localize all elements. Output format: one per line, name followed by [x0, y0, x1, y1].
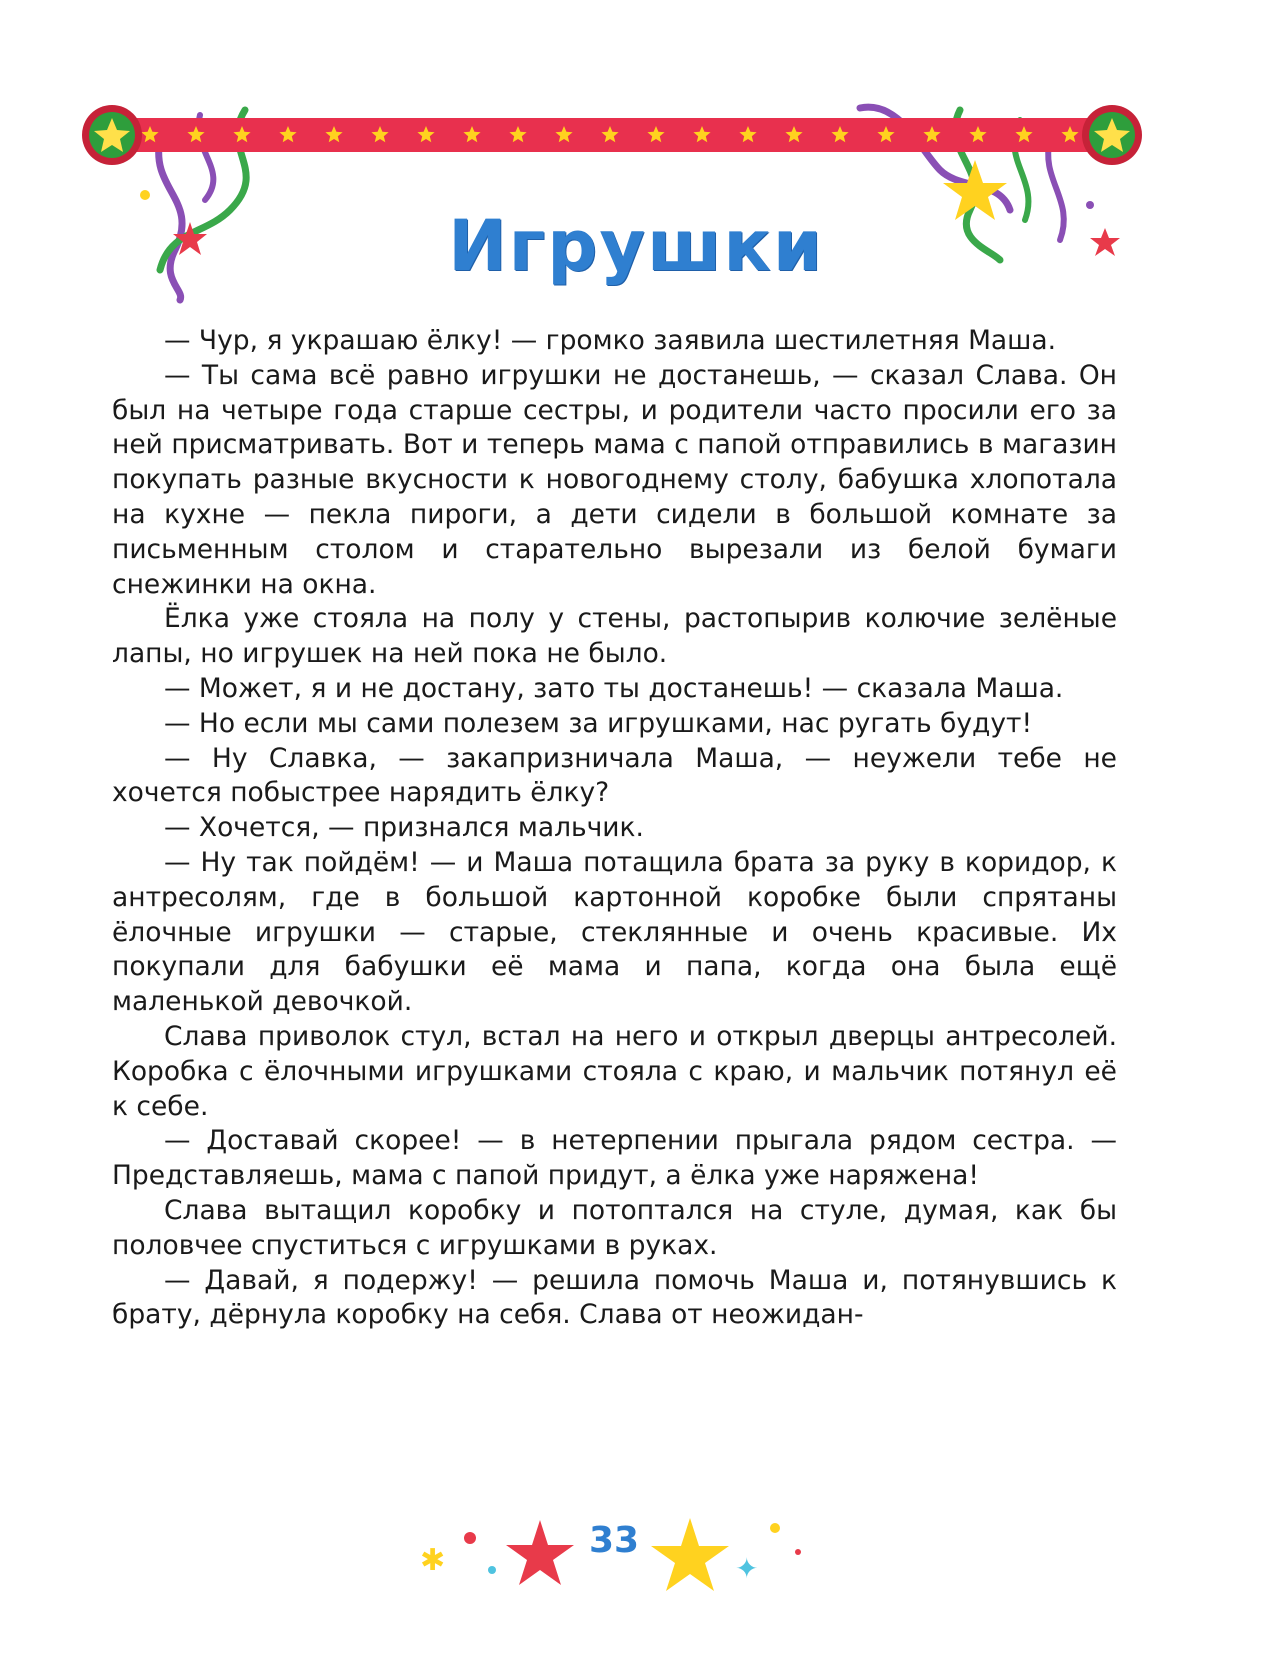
paragraph: Ёлка уже стояла на полу у стены, растопырив колючие зелёные лапы, но игрушек на ней пока не было.	[112, 603, 1117, 670]
dot-blue	[488, 1566, 496, 1574]
dot-yellow	[140, 190, 150, 200]
paragraph: — Ну так пойдём! — и Маша потащила брата за руку в коридор, к антресолям, где в большой картонной коробке были спрятаны ёлочные игрушки — старые, стеклянные и очень красивые. Их покупали для бабушки её мама и папа, когда она была ещё маленькой девочкой.	[112, 846, 1117, 1018]
sparkle-cyan-icon: ✦	[735, 1552, 759, 1585]
paragraph: — Но если мы сами полезем за игрушками, нас ругать будут!	[164, 707, 1033, 739]
page-number: 33	[588, 1520, 640, 1561]
paragraph: — Доставай скорее! — в нетерпении прыгала рядом сестра. — Представляешь, мама с папой придут, а ёлка уже наряжена!	[112, 1125, 1117, 1192]
ornament-left	[82, 105, 142, 165]
dot-red-footer	[795, 1549, 801, 1555]
page-title: Игрушки	[448, 205, 824, 287]
story-text	[112, 324, 1117, 1333]
ornament-right	[1082, 105, 1142, 165]
paragraph: Слава вытащил коробку и потоптался на стуле, думая, как бы половчее спуститься с игрушками в руках.	[112, 1194, 1117, 1261]
sparkle-yellow-icon: ✱	[420, 1543, 446, 1578]
paragraph: — Ну Славка, — закапризничала Маша, — неужели тебе не хочется побыстрее нарядить ёлку?	[112, 742, 1117, 809]
paragraph: — Хочется, — признался мальчик.	[164, 812, 644, 844]
paragraph: — Чур, я украшаю ёлку! — громко заявила шестилетняя Маша.	[164, 325, 1057, 356]
paragraph: — Ты сама всё равно игрушки не достанешь, — сказал Слава. Он был на четыре года старше сестры, и родители часто просили его за ней присматривать. Вот и теперь мама с папой отправились в магазин покупать разные вкусности к новогоднему столу, бабушка хлопотала на кухне — пекла пироги, а дети сидели в большой комнате за письменным столом и старательно вырезали из белой бумаги снежинки на окна.	[112, 359, 1117, 600]
paragraph: — Может, я и не достану, зато ты достанешь! — сказала Маша.	[164, 672, 1064, 704]
paragraph: Слава приволок стул, встал на него и открыл дверцы антресолей. Коробка с ёлочными игрушками стояла с краю, и мальчик потянул её к себе.	[112, 1020, 1117, 1122]
paragraph: — Давай, я подержу! — решила помочь Маша и, потянувшись к брату, дёрнула коробку на себя. Слава от неожидан-	[112, 1264, 1117, 1331]
dot-yellow-footer	[770, 1523, 780, 1533]
star-red-footer-icon	[506, 1520, 574, 1585]
star-yellow-footer-icon	[651, 1518, 729, 1591]
dot-red	[464, 1532, 476, 1544]
